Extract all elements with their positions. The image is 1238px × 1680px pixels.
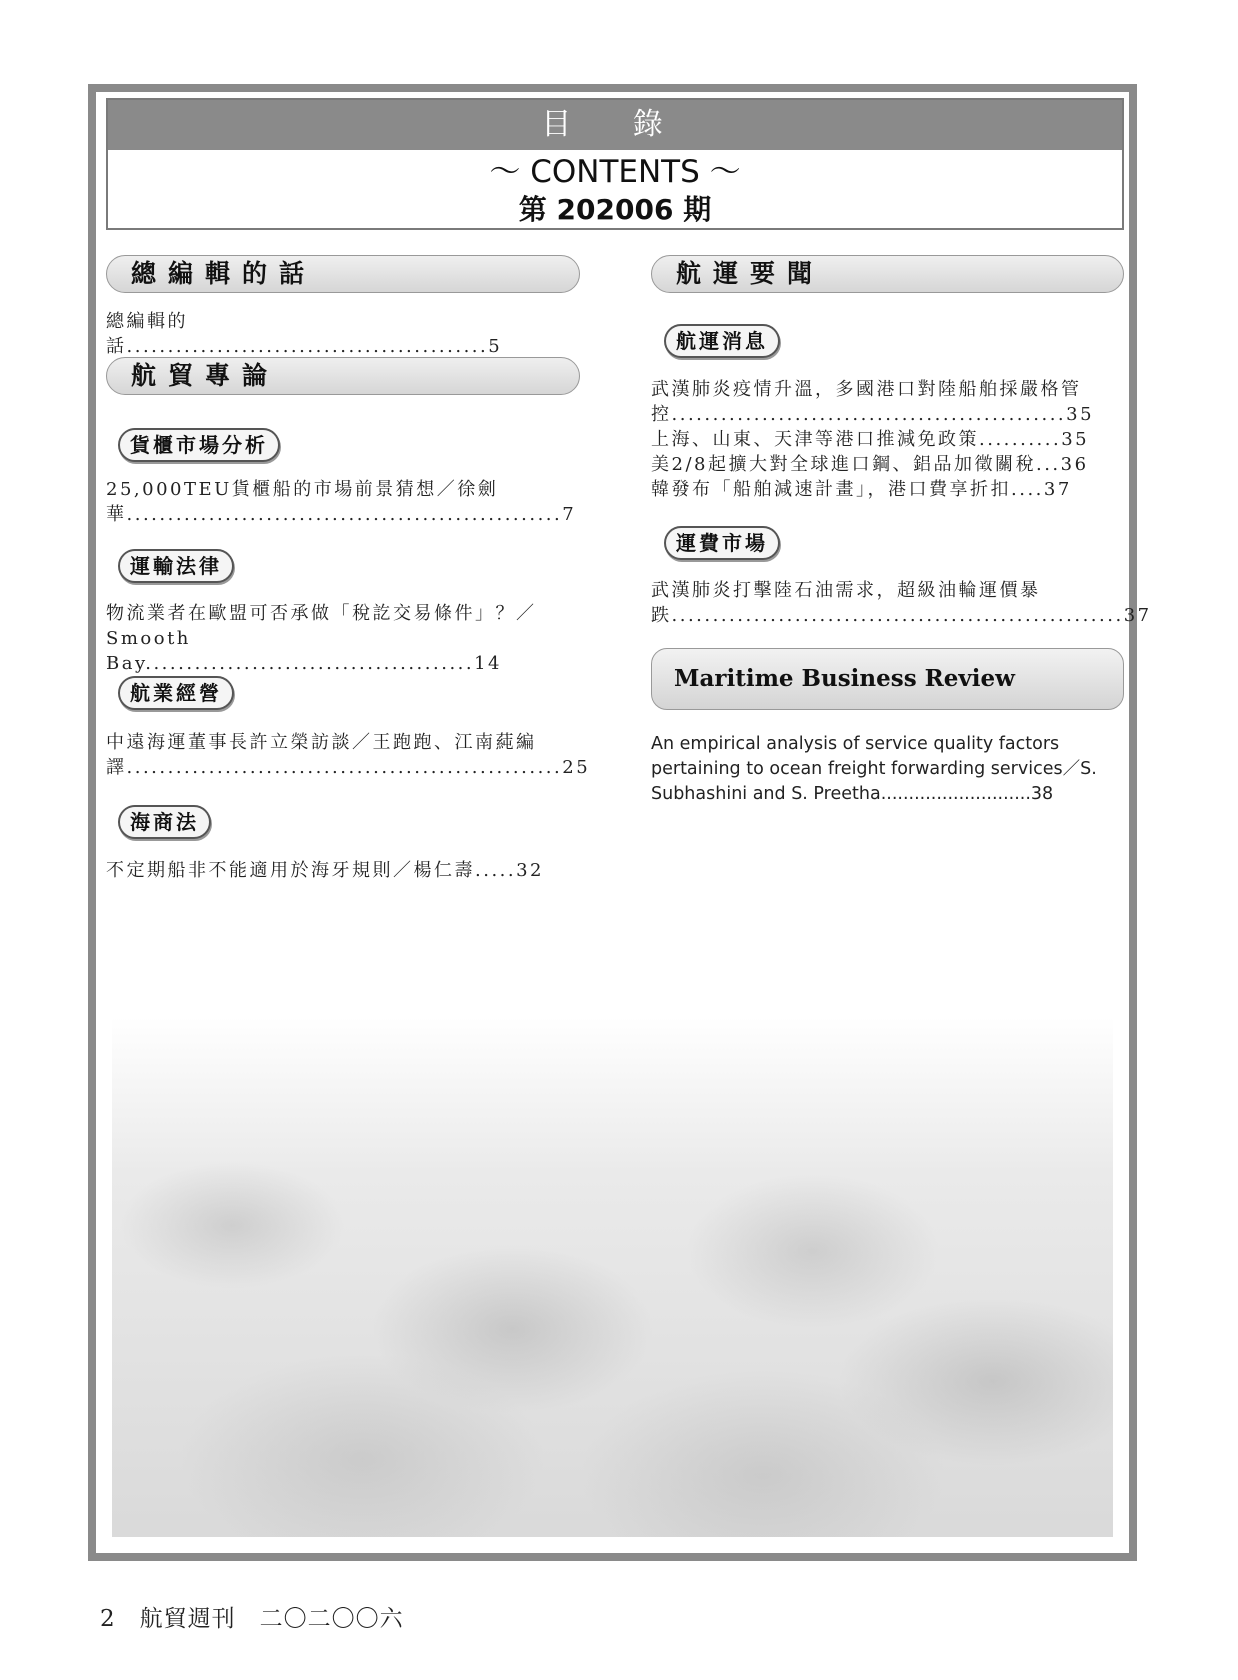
issue-number: 第 202006 期 — [518, 193, 712, 226]
toc-entry[interactable]: 武漢肺炎打擊陸石油需求，超級油輪運價暴跌.......................................................37 — [651, 580, 1152, 626]
toc-entry-english[interactable]: An empirical analysis of service quality factors pertaining to ocean freight forwarding services／S. Subhashini and S. Preetha...........................38 — [651, 734, 1097, 804]
header-title-en: ～ CONTENTS ～ — [489, 154, 741, 190]
page-footer: 2 航貿週刊 二〇二〇〇六 — [100, 1606, 404, 1632]
toc-entry[interactable]: 總編輯的話............................................5 — [106, 311, 503, 357]
page-frame — [88, 84, 1152, 1561]
toc-entry[interactable]: 不定期船非不能適用於海牙規則／楊仁壽.....32 — [106, 860, 545, 881]
subsection-freight-market: 運費市場 — [664, 526, 780, 560]
subsection-shipping-management: 航業經營 — [118, 676, 234, 710]
section-maritime-business-review: Maritime Business Review — [651, 648, 1124, 710]
toc-entry[interactable]: 25,000TEU貨櫃船的市場前景猜想／徐劍華.....................................................7 — [106, 479, 577, 525]
section-shipping-news: 航運要聞 — [651, 255, 1124, 293]
toc-entry[interactable]: 武漢肺炎疫情升溫，多國港口對陸船舶採嚴格管控................................................35 — [651, 379, 1095, 425]
subsection-transport-law: 運輸法律 — [118, 549, 234, 583]
toc-entry[interactable]: 韓發布「船舶減速計畫」，港口費享折扣....37 — [651, 479, 1072, 500]
marble-background — [112, 1017, 1113, 1537]
subsection-container-market: 貨櫃市場分析 — [118, 428, 280, 462]
toc-entry[interactable]: 上海、山東、天津等港口推減免政策..........35 — [651, 429, 1090, 450]
toc-entry[interactable]: 物流業者在歐盟可否承做「稅訖交易條件」？／Smooth Bay........................................14 — [106, 603, 537, 674]
section-trade-commentary: 航貿專論 — [106, 357, 580, 395]
subsection-shipping-messages: 航運消息 — [664, 324, 780, 358]
toc-entry[interactable]: 中遠海運董事長許立榮訪談／王跑跑、江南蒓編譯.....................................................25 — [106, 732, 591, 778]
section-editor-note: 總編輯的話 — [106, 255, 580, 293]
header-title-zh: 目 錄 — [108, 100, 1122, 150]
contents-header — [106, 98, 1124, 230]
toc-entry[interactable]: 美2/8起擴大對全球進口鋼、鋁品加徵關稅...36 — [651, 454, 1089, 475]
subsection-maritime-law: 海商法 — [118, 805, 211, 839]
